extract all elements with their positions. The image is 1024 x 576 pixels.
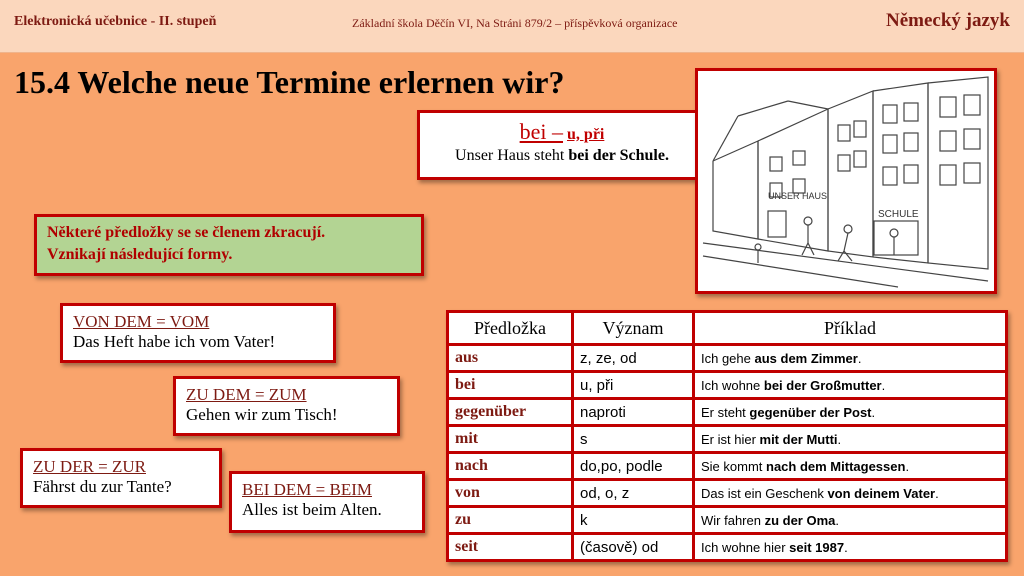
- example-text: Wir fahren: [701, 512, 765, 528]
- cell-preposition: gegenüber: [448, 399, 573, 426]
- example-end: .: [857, 350, 862, 366]
- street-sketch-image: [698, 71, 994, 291]
- example-text: Ich wohne: [701, 377, 764, 393]
- example-bold: gegenüber der Post: [749, 404, 872, 420]
- contraction-note: [34, 214, 424, 276]
- cell-meaning: do,po, podle: [573, 453, 694, 480]
- cell-example: [694, 480, 1007, 507]
- rule-box-zum: [173, 376, 400, 436]
- cell-preposition: nach: [448, 453, 573, 480]
- bei-word: bei –: [519, 119, 564, 144]
- cell-preposition: bei: [448, 372, 573, 399]
- example-bold: aus dem Zimmer: [754, 350, 858, 366]
- header-textbook-label: Elektronická učebnice - II. stupeň: [14, 14, 217, 29]
- note-line-2: Vznikají následující formy.: [47, 246, 233, 263]
- bei-example-text: Unser Haus steht: [455, 147, 569, 164]
- bei-example: [420, 147, 704, 165]
- bei-definition-box: [417, 110, 707, 180]
- cell-meaning: naproti: [573, 399, 694, 426]
- unser-haus-sign: UNSER HAUS: [768, 191, 828, 201]
- example-bold: nach dem Mittagessen: [766, 458, 906, 474]
- example-bold: seit 1987: [789, 539, 845, 555]
- bei-example-bold: bei der Schule.: [568, 147, 669, 164]
- rule-example: Gehen wir zum Tisch!: [186, 405, 338, 424]
- example-text: Er steht: [701, 404, 750, 420]
- example-bold: von deinem Vater: [827, 485, 936, 501]
- cell-example: [694, 507, 1007, 534]
- cell-meaning: (časově) od: [573, 534, 694, 561]
- table-row: [448, 345, 1007, 372]
- cell-meaning: k: [573, 507, 694, 534]
- rule-example: Alles ist beim Alten.: [242, 500, 382, 519]
- header-school-label: Základní škola Děčín VI, Na Stráni 879/2 – příspěvková organizace: [352, 16, 678, 30]
- example-text: Ich gehe: [701, 350, 755, 366]
- table-row: [448, 426, 1007, 453]
- rule-title: ZU DEM = ZUM: [186, 385, 307, 404]
- table-row: [448, 534, 1007, 561]
- cell-meaning: z, ze, od: [573, 345, 694, 372]
- column-header-meaning: Význam: [573, 312, 694, 345]
- note-line-1: Některé předložky se se členem zkracují.: [47, 224, 326, 241]
- rule-example: Das Heft habe ich vom Vater!: [73, 332, 276, 351]
- cell-meaning: od, o, z: [573, 480, 694, 507]
- example-text: Sie kommt: [701, 458, 767, 474]
- bei-translation: u, při: [567, 126, 605, 143]
- rule-title: VON DEM = VOM: [73, 312, 210, 331]
- cell-example: [694, 426, 1007, 453]
- example-text: Ich wohne hier: [701, 539, 790, 555]
- example-bold: bei der Großmutter: [763, 377, 882, 393]
- example-end: .: [844, 539, 848, 555]
- rule-box-beim: [229, 471, 425, 533]
- table-header-row: [448, 312, 1007, 345]
- example-text: Das ist ein Geschenk: [701, 485, 828, 501]
- cell-example: [694, 372, 1007, 399]
- column-header-example: Příklad: [694, 312, 1007, 345]
- rule-box-vom: [60, 303, 336, 363]
- table-row: [448, 372, 1007, 399]
- example-end: .: [835, 512, 839, 528]
- cell-example: [694, 534, 1007, 561]
- slide-header: [0, 0, 1024, 53]
- preposition-table: [446, 310, 1008, 562]
- cell-meaning: s: [573, 426, 694, 453]
- cell-example: [694, 399, 1007, 426]
- cell-example: [694, 345, 1007, 372]
- table-row: [448, 453, 1007, 480]
- example-end: .: [935, 485, 939, 501]
- example-end: .: [871, 404, 876, 420]
- table-row: [448, 399, 1007, 426]
- example-text: Er ist hier: [701, 431, 760, 447]
- example-bold: mit der Mutti: [759, 431, 838, 447]
- cell-example: [694, 453, 1007, 480]
- example-bold: zu der Oma: [764, 512, 836, 528]
- cell-preposition: aus: [448, 345, 573, 372]
- example-end: .: [837, 431, 842, 447]
- rule-title: BEI DEM = BEIM: [242, 480, 372, 499]
- column-header-preposition: Předložka: [448, 312, 573, 345]
- table-row: [448, 480, 1007, 507]
- cell-preposition: von: [448, 480, 573, 507]
- slide-title: 15.4 Welche neue Termine erlernen wir?: [14, 64, 565, 100]
- rule-title: ZU DER = ZUR: [33, 457, 146, 476]
- cell-meaning: u, při: [573, 372, 694, 399]
- rule-box-zur: [20, 448, 222, 508]
- example-end: .: [905, 458, 910, 474]
- cell-preposition: seit: [448, 534, 573, 561]
- schule-sign: SCHULE: [878, 209, 919, 220]
- table-row: [448, 507, 1007, 534]
- cell-preposition: mit: [448, 426, 573, 453]
- example-end: .: [881, 377, 886, 393]
- rule-example: Fährst du zur Tante?: [33, 477, 172, 496]
- street-illustration: [695, 68, 997, 294]
- cell-preposition: zu: [448, 507, 573, 534]
- header-subject-label: Německý jazyk: [886, 10, 1010, 31]
